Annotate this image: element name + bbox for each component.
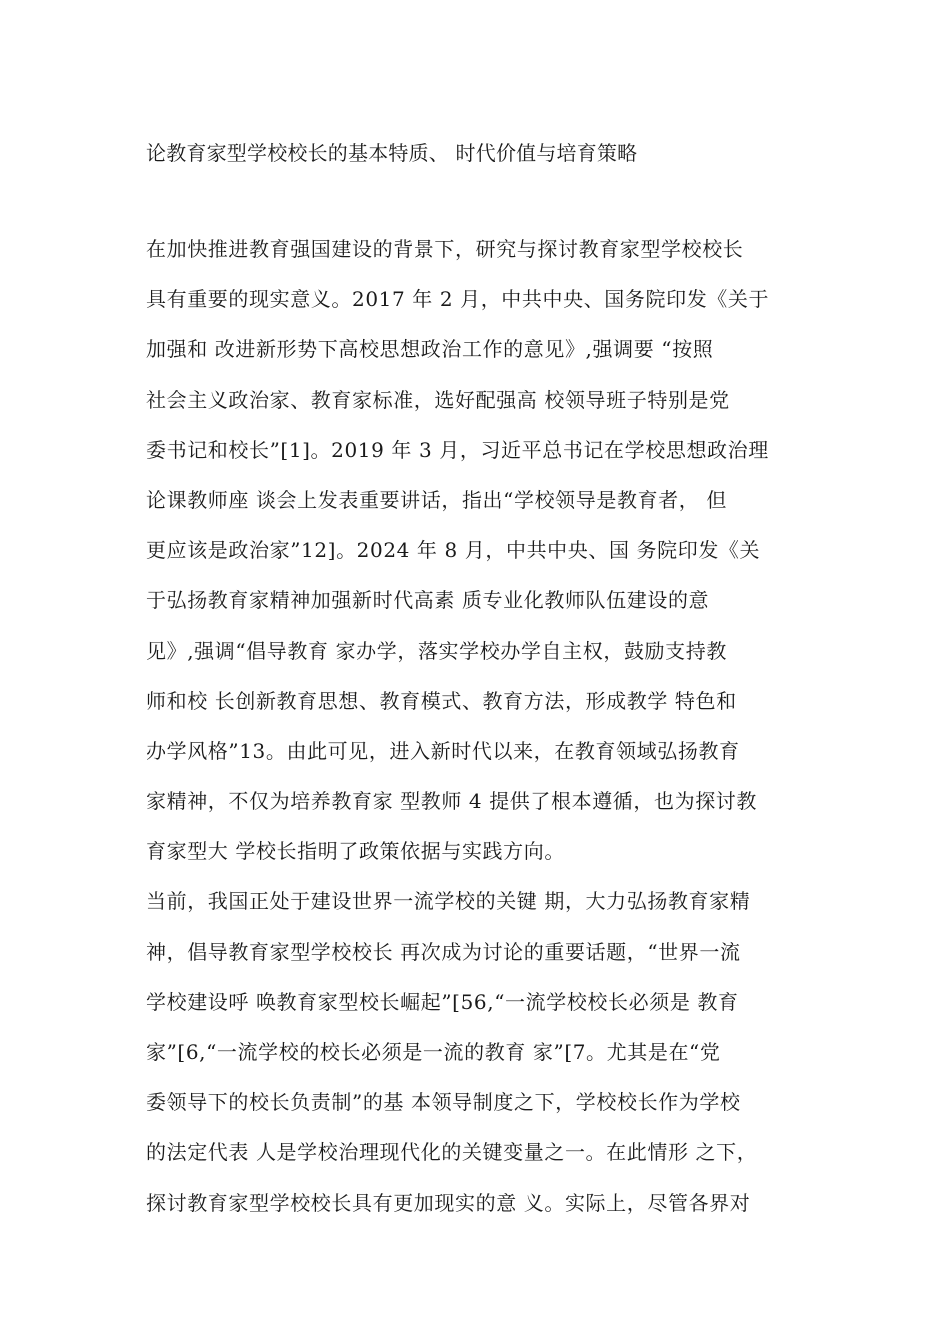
- body-line: 的法定代表 人是学校治理现代化的关键变量之一。在此情形 之下，: [146, 1140, 758, 1165]
- document-title: 论教育家型学校校长的基本特质、 时代价值与培育策略: [146, 141, 638, 165]
- body-line: 育家型大 学校长指明了政策依据与实践方向。: [146, 839, 565, 864]
- body-line: 探讨教育家型学校校长具有更加现实的意 义。实际上，尽管各界对: [146, 1190, 751, 1215]
- body-line: 师和校 长创新教育思想、教育模式、教育方法，形成教学 特色和: [146, 688, 737, 713]
- body-line: 具有重要的现实意义。2017 年 2 月，中共中央、国务院印发《关于: [146, 287, 770, 312]
- body-line: 家精神，不仅为培养教育家 型教师 4 提供了根本遵循，也为探讨教: [146, 789, 757, 814]
- body-line: 委书记和校长”[1]。2019 年 3 月，习近平总书记在学校思想政治理: [146, 437, 769, 462]
- body-line: 神，倡导教育家型学校校长 再次成为讨论的重要话题，“世界一流: [146, 939, 741, 964]
- body-line: 论课教师座 谈会上发表重要讲话，指出“学校领导是教育者， 但: [146, 487, 727, 512]
- body-line: 见》,强调“倡导教育 家办学，落实学校办学自主权，鼓励支持教: [146, 638, 727, 663]
- body-line: 加强和 改进新形势下高校思想政治工作的意见》,强调要 “按照: [146, 337, 714, 362]
- body-line: 办学风格”13。由此可见，进入新时代以来，在教育领域弘扬教育: [146, 738, 740, 763]
- body-line: 在加快推进教育强国建设的背景下，研究与探讨教育家型学校校长: [146, 237, 744, 261]
- body-line: 家”[6,“一流学校的校长必须是一流的教育 家”[7。尤其是在“党: [146, 1040, 721, 1064]
- body-line: 于弘扬教育家精神加强新时代高素 质专业化教师队伍建设的意: [146, 588, 710, 613]
- body-line: 学校建设呼 唤教育家型校长崛起”[56,“一流学校校长必须是 教育: [146, 989, 739, 1014]
- body-line: 委领导下的校长负责制”的基 本领导制度之下，学校校长作为学校: [146, 1090, 741, 1115]
- body-line: 更应该是政治家”12]。2024 年 8 月，中共中央、国 务院印发《关: [146, 538, 761, 563]
- body-line: 社会主义政治家、教育家标准，选好配强高 校领导班子特别是党: [146, 387, 730, 412]
- body-line: 当前，我国正处于建设世界一流学校的关键 期，大力弘扬教育家精: [146, 889, 751, 914]
- document-body: [146, 232, 826, 1236]
